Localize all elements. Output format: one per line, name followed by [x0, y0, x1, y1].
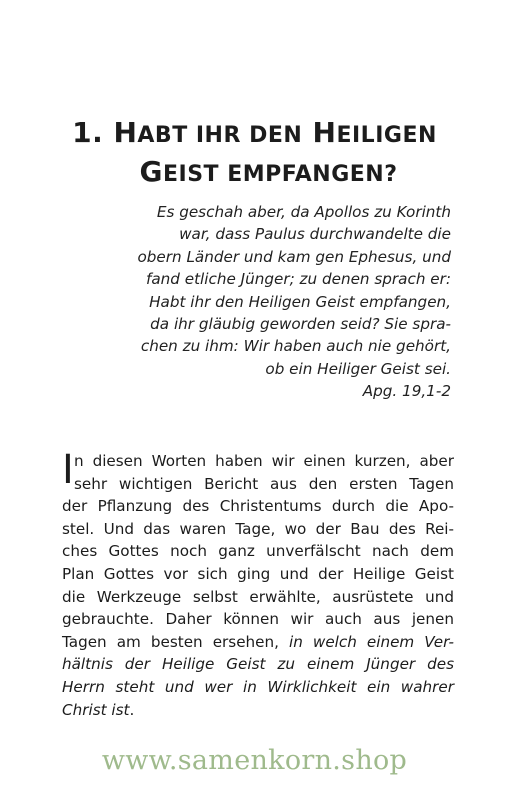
body-text-plain: Tagen am besten ersehen,: [62, 632, 290, 651]
quote-line: fand etliche Jünger; zu denen sprach er:: [146, 270, 451, 289]
chapter-title-line2: [0, 154, 509, 193]
body-text-italic: in welch einem Ver-: [289, 632, 454, 651]
chapter-number: 1.: [72, 115, 104, 149]
final-period: .: [129, 700, 135, 719]
body-line: sehr wichtigen Bericht aus den ersten Tagen: [74, 474, 454, 493]
body-paragraph: [62, 447, 454, 721]
quote-line: Habt ihr den Heiligen Geist empfangen,: [149, 292, 451, 311]
body-text-italic: Christ ist: [62, 700, 130, 719]
chapter-title-line1: [0, 115, 509, 154]
body-line: gebrauchte. Daher können wir auch aus jenen: [62, 610, 454, 629]
title-smallcaps: EIST EMPFANGEN?: [163, 161, 398, 187]
body-line-italic: hältnis der Heilige Geist zu einem Jünger des: [62, 655, 454, 674]
body-line: stel. Und das waren Tage, wo der Bau des Rei-: [62, 519, 454, 538]
title-smallcaps: ABT IHR DEN: [137, 122, 303, 148]
quote-line: da ihr gläubig geworden seid? Sie spra-: [150, 315, 451, 334]
drop-cap: I: [62, 447, 74, 493]
quote-line: war, dass Paulus durchwandelte die: [179, 225, 451, 244]
body-line-last: [62, 699, 454, 722]
body-line: Plan Gottes vor sich ging und der Heilige Geist: [62, 564, 454, 583]
body-line: die Werkzeuge selbst erwählte, ausrüstete und: [62, 587, 454, 606]
bible-quote: [121, 201, 451, 403]
body-line: n diesen Worten haben wir einen kurzen, aber: [74, 452, 454, 470]
body-line: der Pflanzung des Christentums durch die Apo-: [62, 497, 454, 516]
title-smallcaps: EILIGEN: [336, 122, 437, 148]
quote-line: ob ein Heiliger Geist sei.: [265, 359, 451, 378]
body-line: ches Gottes noch ganz unverfälscht nach dem: [62, 542, 454, 561]
title-cap: H: [312, 115, 337, 149]
body-line: [62, 631, 454, 654]
title-cap: G: [139, 154, 163, 188]
title-cap: H: [113, 115, 138, 149]
quote-reference: Apg. 19,1-2: [362, 382, 451, 401]
watermark: www.samenkorn.shop: [101, 745, 408, 776]
quote-line: chen zu ihm: Wir haben auch nie gehört,: [140, 337, 451, 356]
chapter-title: [0, 115, 509, 193]
quote-line: obern Länder und kam gen Ephesus, und: [137, 247, 451, 266]
body-line-italic: Herrn steht und wer in Wirklichkeit ein wahrer: [62, 677, 454, 696]
quote-line: Es geschah aber, da Apollos zu Korinth: [156, 203, 451, 221]
